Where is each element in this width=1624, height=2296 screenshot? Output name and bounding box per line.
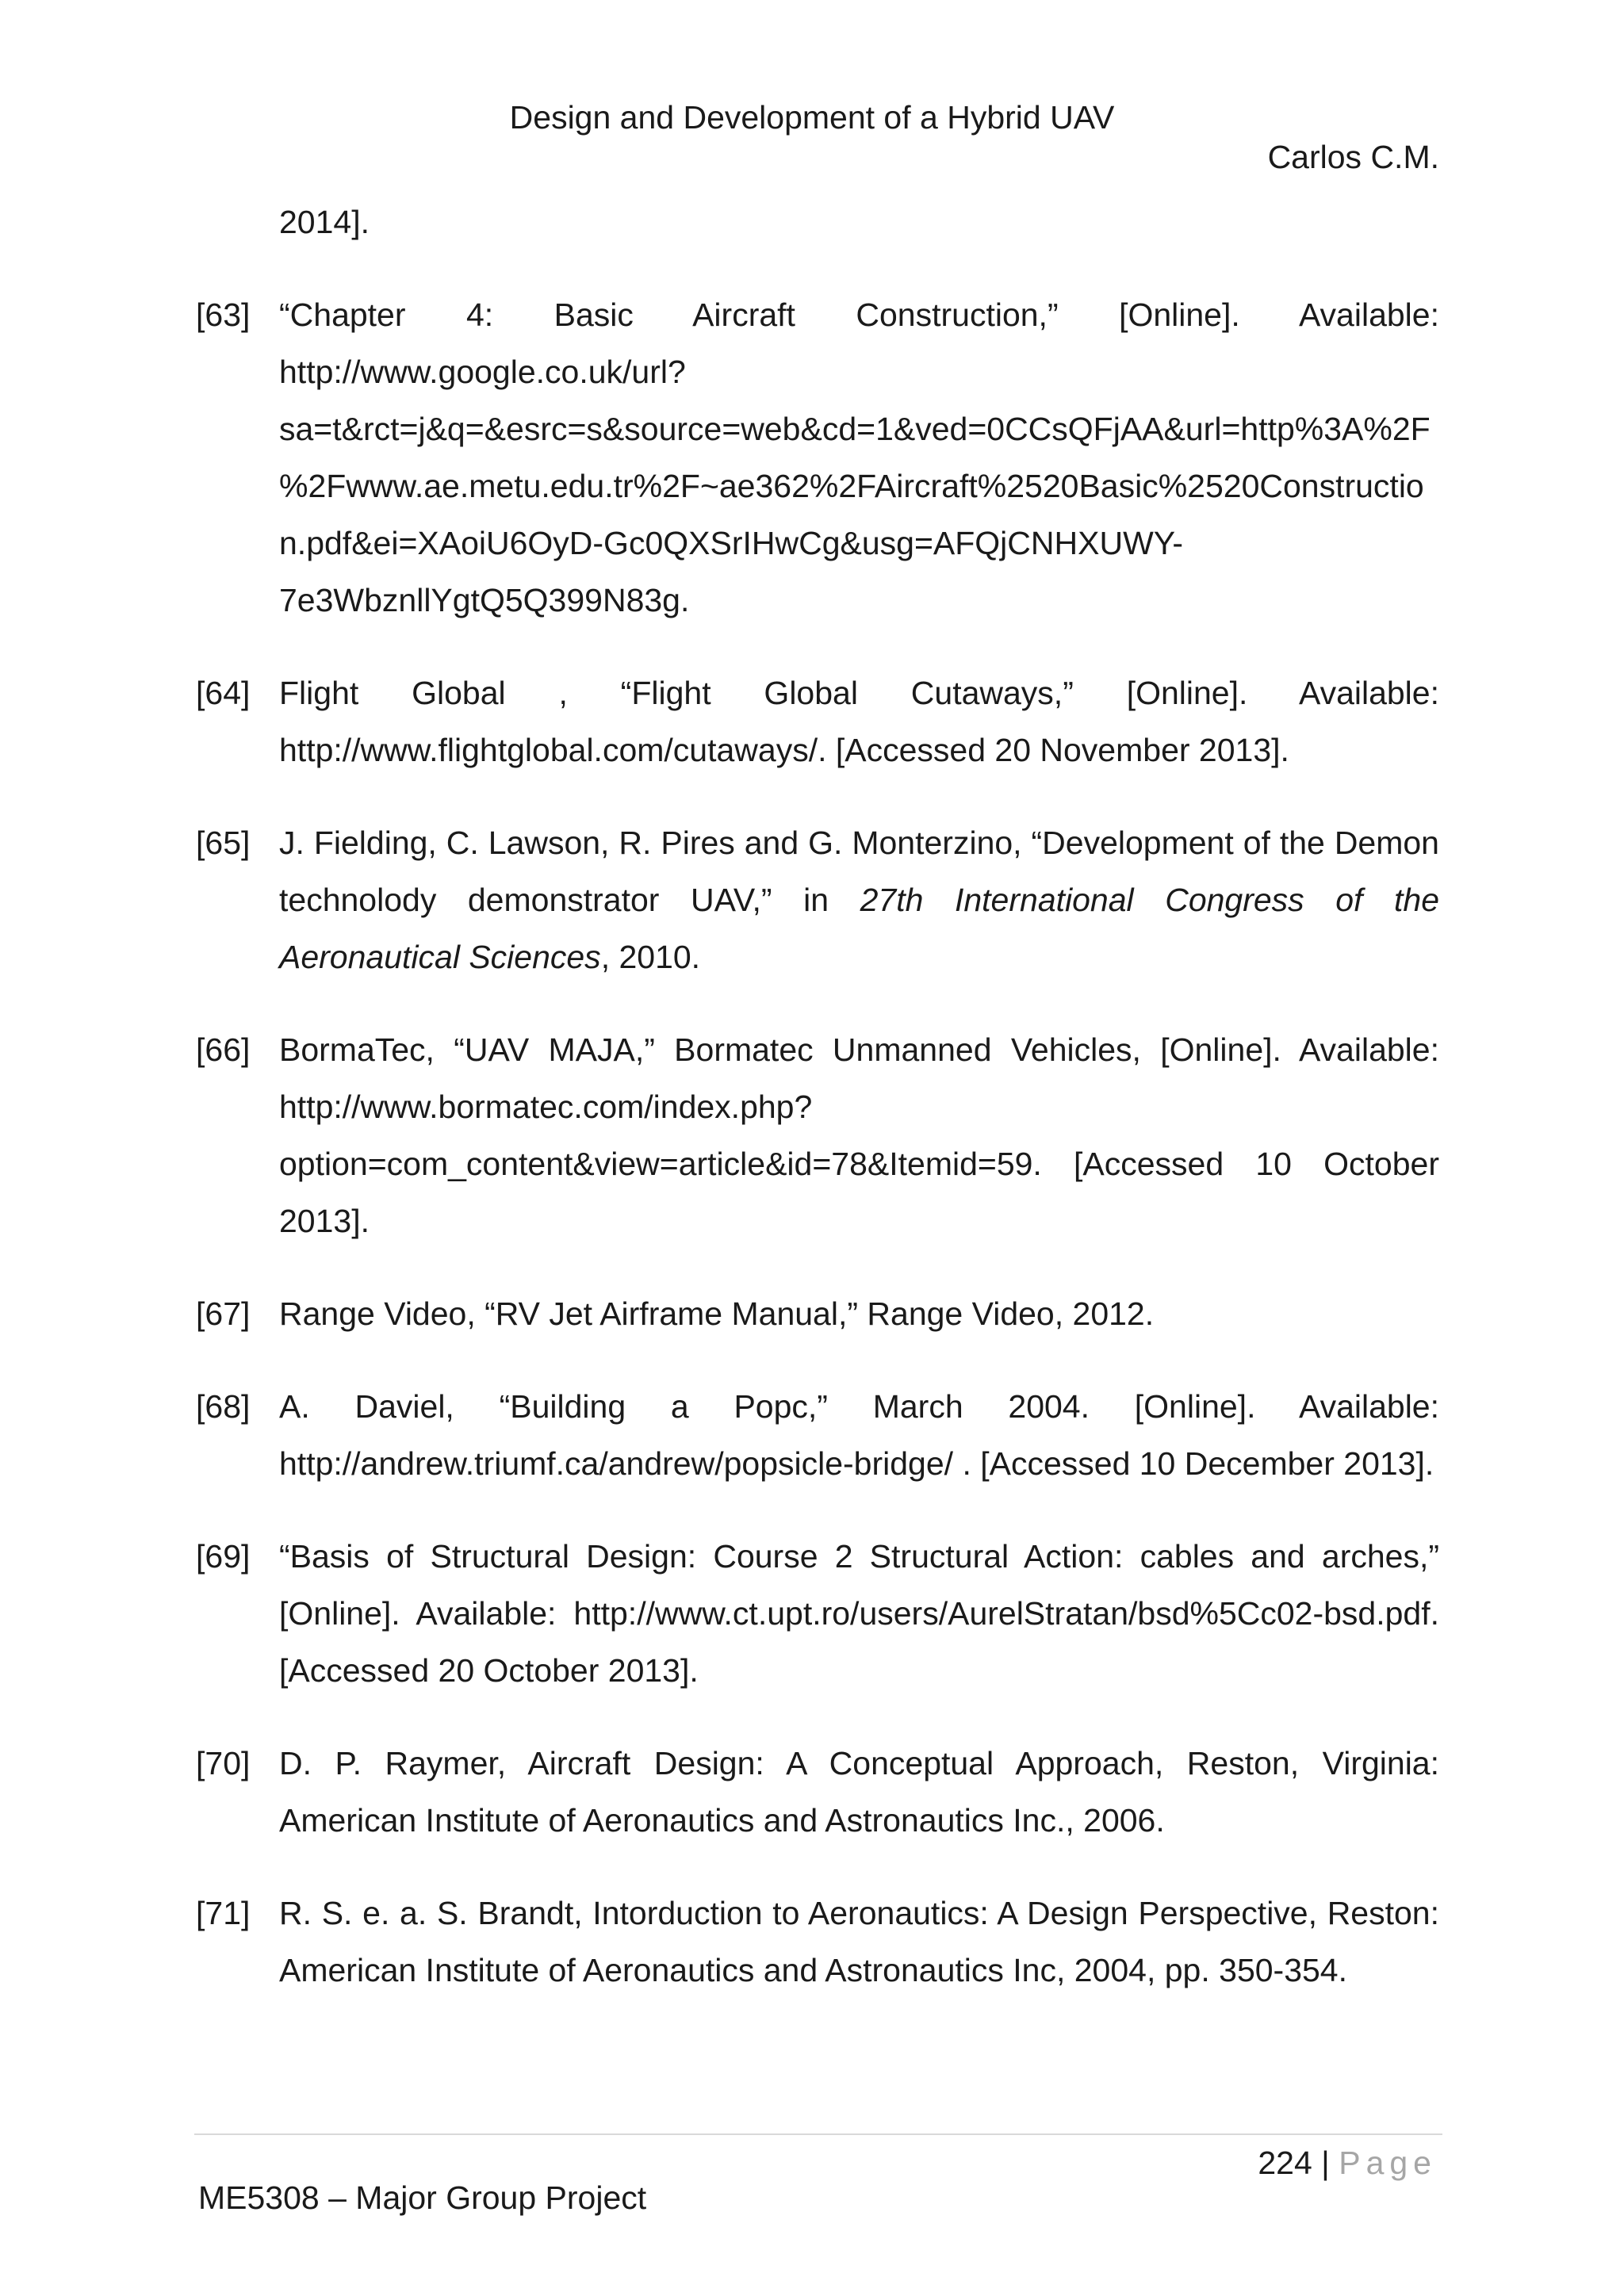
- reference-text: D. P. Raymer, Aircraft Design: A Conceptual Approach, Reston, Virginia: American Institute of Aeronautics and Astronautics Inc., 2006.: [279, 1745, 1439, 1839]
- reference-number: [68]: [196, 1388, 251, 1425]
- reference-text: “Chapter 4: Basic Aircraft Construction,” [Online]. Available: http://www.google.co.uk/url?sa=t&rct=j&q=&esrc=s&source=web&cd=1&ved=0CCsQFjAA&url=http%3A%2F%2Fwww.ae.metu.edu.tr%2F~ae362%2FAircraft%2520Basic%2520Construction.pdf&ei=XAoiU6OyD-Gc0QXSrIHwCg&usg=AFQjCNHXUWY-7e3WbznllYgtQ5Q399N83g.: [279, 297, 1439, 618]
- reference-number: [66]: [196, 1031, 251, 1068]
- footer-divider: [194, 2133, 1442, 2135]
- reference-item: [196, 1735, 1439, 1849]
- reference-text: R. S. e. a. S. Brandt, Intorduction to Aeronautics: A Design Perspective, Reston: American Institute of Aeronautics and Astronautics Inc, 2004, pp. 350-354.: [279, 1895, 1439, 1988]
- reference-item: [196, 1378, 1439, 1492]
- reference-item: [196, 1285, 1439, 1342]
- reference-text: “Basis of Structural Design: Course 2 Structural Action: cables and arches,” [Online]. Available: http://www.ct.upt.ro/users/AurelStratan/bsd%5Cc02-bsd.pdf. [Accessed 20 October 2013].: [279, 1538, 1439, 1689]
- reference-item: [196, 1528, 1439, 1699]
- reference-item: [196, 814, 1439, 985]
- reference-text: BormaTec, “UAV MAJA,” Bormatec Unmanned Vehicles, [Online]. Available: http://www.bormatec.com/index.php?option=com_content&view=article&id=78&Itemid=59. [Accessed 10 October 2013].: [279, 1031, 1439, 1239]
- reference-number: [67]: [196, 1295, 251, 1332]
- page-word: Page: [1339, 2145, 1437, 2181]
- page-number-separator: |: [1321, 2145, 1330, 2181]
- reference-item: [196, 286, 1439, 629]
- reference-text: A. Daviel, “Building a Popc,” March 2004. [Online]. Available: http://andrew.triumf.ca/andrew/popsicle-bridge/ . [Accessed 10 December 2013].: [279, 1388, 1439, 1482]
- page-number-value: 224: [1258, 2145, 1312, 2181]
- reference-number: [64]: [196, 675, 251, 711]
- reference-text: J. Fielding, C. Lawson, R. Pires and G. Monterzino, “Development of the Demon technolody demonstrator UAV,” in: [279, 825, 1439, 918]
- reference-item: [196, 1885, 1439, 1999]
- reference-text-tail: , 2010.: [600, 939, 701, 975]
- reference-italic-text: 27th International Congress of the Aeronautical Sciences: [279, 882, 1440, 975]
- page-header-title: Design and Development of a Hybrid UAV: [509, 99, 1115, 136]
- page-header-author: Carlos C.M.: [1267, 139, 1439, 175]
- footer-course-label: ME5308 – Major Group Project: [198, 2179, 647, 2216]
- reference-text: Range Video, “RV Jet Airframe Manual,” Range Video, 2012.: [279, 1295, 1155, 1332]
- reference-item: [196, 1021, 1439, 1249]
- reference-item: [196, 664, 1439, 779]
- reference-text: Flight Global , “Flight Global Cutaways,” [Online]. Available: http://www.flightglobal.com/cutaways/. [Accessed 20 November 2013].: [279, 675, 1439, 768]
- reference-number: [69]: [196, 1538, 251, 1575]
- reference-number: [70]: [196, 1745, 251, 1781]
- page-number: [1258, 2141, 1437, 2185]
- reference-number: [63]: [196, 297, 251, 333]
- reference-continuation: 2014].: [279, 204, 370, 240]
- reference-number: [65]: [196, 825, 251, 861]
- reference-list: [196, 193, 1439, 2034]
- reference-number: [71]: [196, 1895, 251, 1931]
